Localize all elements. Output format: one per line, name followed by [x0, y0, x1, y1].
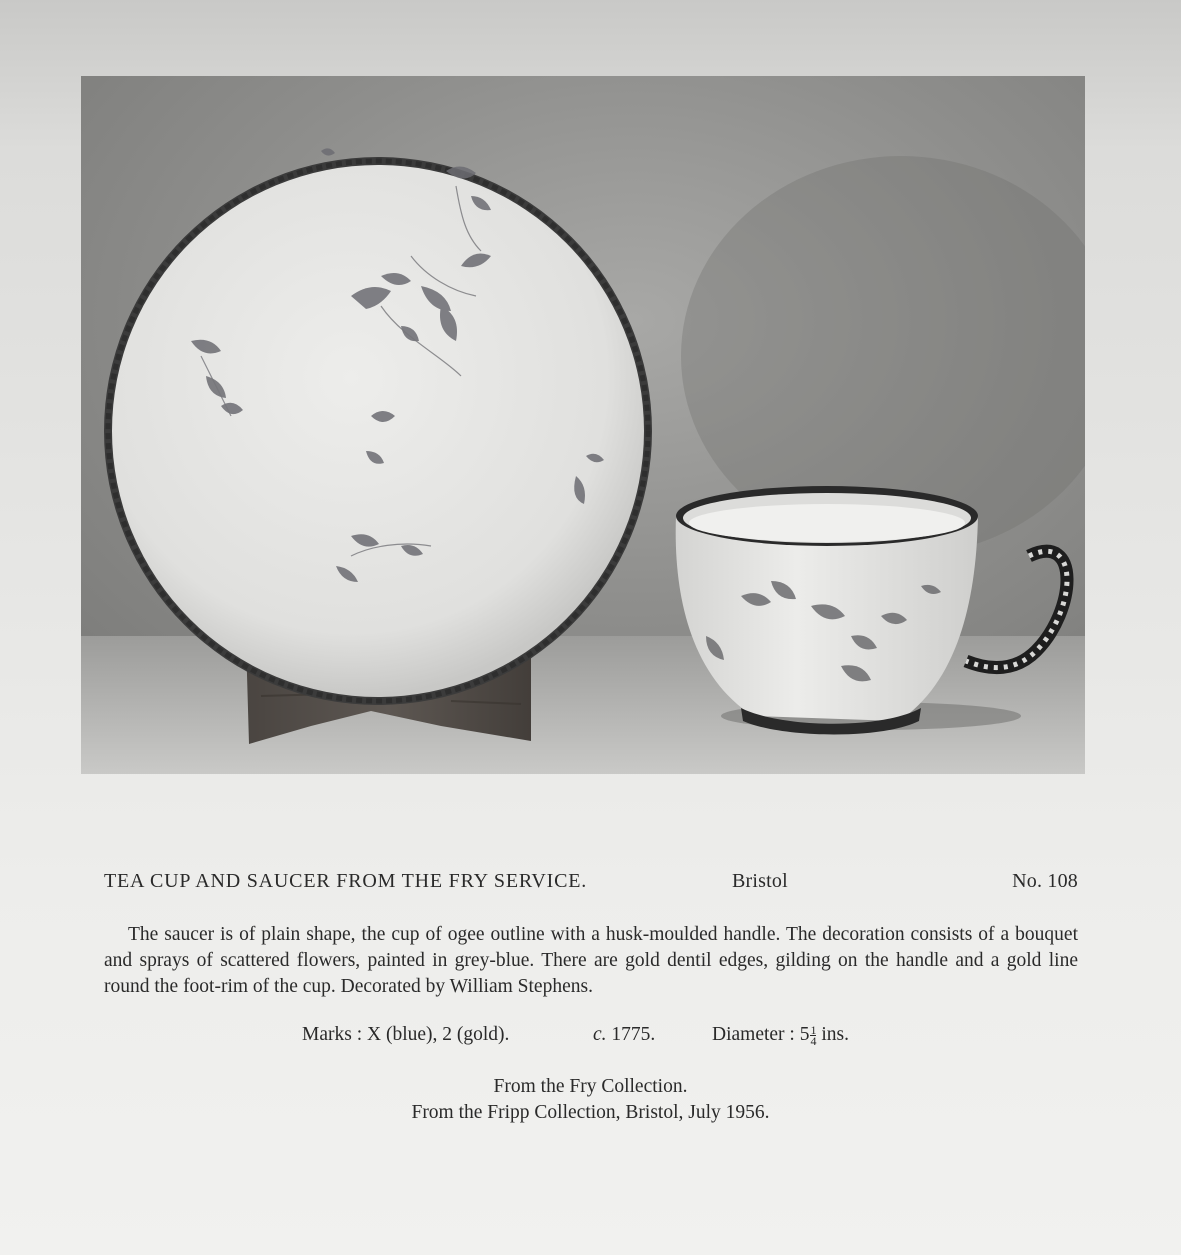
diameter-fraction	[810, 1023, 817, 1049]
photograph-plate	[81, 76, 1085, 774]
details-row	[0, 1024, 1181, 1050]
description-paragraph: The saucer is of plain shape, the cup of ogee outline with a husk-moulded handle. The decoration consists of a bouquet and sprays of scattered flowers, painted in grey-blue. There are gold dentil edges, gilding on the handle and a gold line round the foot-rim of the cup. Decorated by William Stephens.	[104, 924, 1078, 997]
marks-text: Marks : X (blue), 2 (gold).	[302, 1024, 510, 1045]
caption-row	[104, 870, 1078, 898]
date-prefix: c.	[593, 1024, 607, 1045]
provenance-line: From the Fry Collection.	[493, 1076, 688, 1097]
date-value: 1775.	[611, 1024, 656, 1045]
catalogue-number: No. 108	[1012, 870, 1078, 892]
date-text	[593, 1024, 655, 1046]
provenance-line: From the Fripp Collection, Bristol, July 1956.	[411, 1102, 770, 1123]
diameter-text	[712, 1023, 849, 1049]
tea-cup-and-saucer-photo	[81, 76, 1085, 774]
fraction-numerator: 1	[810, 1023, 817, 1038]
caption-place: Bristol	[732, 870, 788, 892]
diameter-label: Diameter : 5	[712, 1024, 810, 1045]
caption-title: TEA CUP AND SAUCER FROM THE FRY SERVICE.	[104, 870, 588, 892]
diameter-unit: ins.	[821, 1024, 849, 1045]
fraction-denominator: 4	[810, 1034, 817, 1049]
provenance	[0, 1074, 1181, 1126]
